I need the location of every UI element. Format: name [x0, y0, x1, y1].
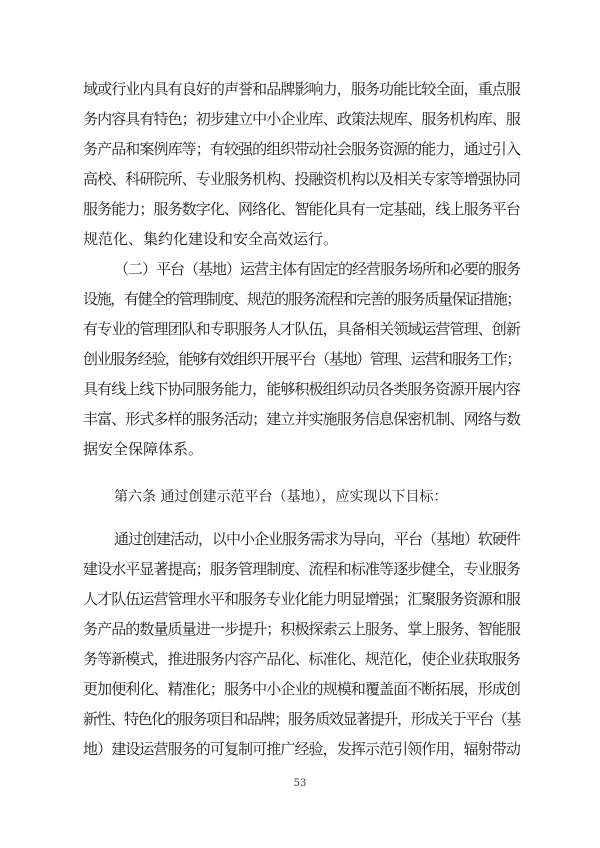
text-line: [0, 284, 600, 314]
text-line: [0, 554, 600, 584]
text-line: [0, 734, 600, 764]
text-line-content: 务等新模式，推进服务内容产品化、标准化、规范化，使企业获取服务: [83, 650, 520, 668]
text-line: [0, 134, 600, 164]
article-heading: [0, 482, 600, 512]
text-line: [0, 254, 600, 284]
text-line-content: 规范化、集约化建设和安全高效运行。: [83, 230, 339, 248]
text-line-content: 通过创建活动，以中小企业服务需求为导向，平台（基地）软硬件: [114, 530, 520, 548]
text-line-content: 建设水平显著提高；服务管理制度、流程和标准等逐步健全，专业服务: [83, 560, 520, 578]
text-line-content: 据安全保障体系。: [83, 440, 204, 458]
text-line-content: 丰富、形式多样的服务活动；建立并实施服务信息保密机制、网络与数: [83, 410, 520, 428]
text-line-content: 高校、科研院所、专业服务机构、投融资机构以及相关专家等增强协同: [83, 170, 520, 188]
text-line-content: 务产品的数量质量进一步提升；积极探索云上服务、掌上服务、智能服: [83, 620, 520, 638]
text-line-content: 地）建设运营服务的可复制可推广经验，发挥示范引领作用，辐射带动: [83, 740, 520, 758]
text-line-content: 创业服务经验，能够有效组织开展平台（基地）管理、运营和服务工作；: [83, 350, 520, 368]
text-line: [0, 344, 600, 374]
text-line: [0, 314, 600, 344]
text-line: [0, 584, 600, 614]
text-line-content: 人才队伍运营管理水平和服务专业化能力明显增强；汇聚服务资源和服: [83, 590, 520, 608]
text-line: [0, 224, 600, 254]
text-line-content: 更加便利化、精准化；服务中小企业的规模和覆盖面不断拓展，形成创: [83, 680, 520, 698]
text-line: [0, 374, 600, 404]
text-line: [0, 404, 600, 434]
text-line-content: 务产品和案例库等；有较强的组织带动社会服务资源的能力，通过引入: [83, 140, 520, 158]
text-line-content: 服务能力；服务数字化、网络化、智能化具有一定基础，线上服务平台: [83, 200, 520, 218]
text-line: [0, 674, 600, 704]
page-number: 53: [293, 778, 307, 789]
text-line-content: 域或行业内具有良好的声誉和品牌影响力，服务功能比较全面，重点服: [83, 80, 520, 98]
text-line: [0, 704, 600, 734]
text-line: [0, 164, 600, 194]
text-line: [0, 434, 600, 464]
text-line-content: 具有线上线下协同服务能力，能够积极组织动员各类服务资源开展内容: [83, 380, 520, 398]
text-line-content: （二）平台（基地）运营主体有固定的经营服务场所和必要的服务: [114, 260, 520, 278]
text-line: [0, 104, 600, 134]
text-line-content: 新性、特色化的服务项目和品牌；服务质效显著提升，形成关于平台（基: [83, 710, 520, 728]
text-line-content: 务内容具有特色；初步建立中小企业库、政策法规库、服务机构库、服: [83, 110, 520, 128]
text-line: [0, 644, 600, 674]
text-line: [0, 614, 600, 644]
text-line: [0, 194, 600, 224]
text-line-content: 有专业的管理团队和专职服务人才队伍，具备相关领域运营管理、创新: [83, 320, 520, 338]
article-heading-text: 第六条 通过创建示范平台（基地），应实现以下目标：: [114, 489, 448, 505]
text-line: [0, 524, 600, 554]
text-line: [0, 74, 600, 104]
text-line-content: 设施，有健全的管理制度、规范的服务流程和完善的服务质量保证措施；: [83, 290, 520, 308]
